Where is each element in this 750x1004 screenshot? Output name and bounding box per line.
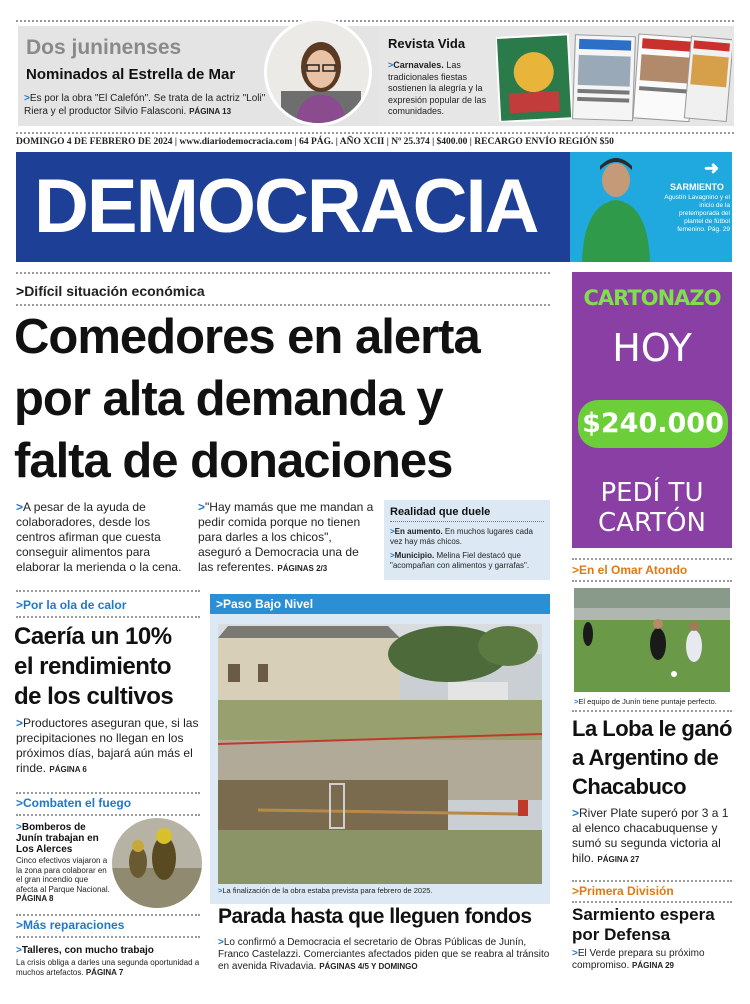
football-photo bbox=[574, 588, 730, 692]
center-headline[interactable]: Parada hasta que lleguen fondos bbox=[218, 905, 532, 928]
teaser-sarmiento-text: Agustín Lavagnino y el inicio de la pretemporada del plantel de fútbol femenino. Pág. 29 bbox=[664, 194, 730, 233]
lead-rule bbox=[16, 272, 550, 274]
center-text: >Lo confirmó a Democracia el secretario de Obras Públicas de Junín, Franco Castelazzi. Comerciantes afectados piden que se reabra al tránsito en avenida Rivadavia. PÁGINAS 4/5 Y DOMINGO bbox=[218, 937, 550, 972]
left-rule-1 bbox=[16, 590, 200, 592]
dateline: DOMINGO 4 DE FEBRERO DE 2024 | www.diariodemocracia.com | 64 PÁG. | AÑO XCII | Nº 25.374 | $400.00 | RECARGO ENVÍO REGIÓN $50 bbox=[16, 137, 614, 147]
top-teaser-left[interactable] bbox=[18, 26, 378, 126]
website-link[interactable]: www.diariodemocracia.com bbox=[179, 137, 293, 147]
left-headline-1[interactable]: Caería un 10% el rendimiento de los cultivos bbox=[14, 623, 174, 710]
lead-sidebox: Realidad que duele >En aumento. En muchos lugares cada vez hay más chicos. >Municipio. Melina Fiel destacó que "acompañan con alimentos y garrafas". bbox=[384, 500, 550, 580]
firefighters-photo bbox=[112, 818, 202, 908]
cartonazo-ad[interactable] bbox=[572, 272, 732, 548]
masthead-logo[interactable]: DEMOCRACIA bbox=[34, 164, 538, 249]
teaser-photo-circle bbox=[264, 18, 372, 126]
left-text-3: La crisis obliga a darles una segunda oportunidad a muchos artefactos. PÁGINA 7 bbox=[16, 958, 200, 977]
left-rule-2 bbox=[16, 616, 200, 618]
ad-today: HOY bbox=[612, 326, 692, 370]
left-text-2: Cinco efectivos viajaron a la zona para colaborar en el gran incendio que afecta al Parque Nacional. PÁGINA 8 bbox=[16, 856, 110, 903]
ad-cta-2: CARTÓN bbox=[598, 508, 706, 538]
center-kicker-bar: >Paso Bajo Nivel bbox=[210, 594, 550, 614]
left-text-1: >Productores aseguran que, si las precipitaciones no llegan en los próximos días, bajará aún más el rinde. PÁGINA 6 bbox=[16, 716, 199, 775]
teaser-text: >Es por la obra "El Calefón". Se trata de la actriz "Loli" Riera y el productor Silvio Falasconi. PÁGINA 13 bbox=[24, 93, 266, 117]
right-text-2: >El Verde prepara su próximo compromiso. PÁGINA 29 bbox=[572, 948, 705, 971]
revista-text: >Carnavales. Las tradicionales fiestas sostienen la alegría y la expresión popular de las comunidades. bbox=[388, 60, 487, 116]
left-kicker-2: >Combaten el fuego bbox=[16, 796, 132, 810]
player-photo-icon bbox=[570, 152, 660, 262]
left-kicker-3: >Más reparaciones bbox=[16, 918, 125, 932]
left-rule-6 bbox=[16, 936, 200, 938]
top-teaser-right[interactable] bbox=[378, 26, 734, 126]
magazine-covers bbox=[496, 32, 732, 122]
center-photo-caption: >La finalización de la obra estaba prevista para febrero de 2025. bbox=[218, 886, 433, 895]
left-headline-2[interactable]: >Bomberos de Junín trabajan en Los Alerces bbox=[16, 822, 99, 855]
right-rule-4 bbox=[572, 880, 732, 882]
lead-column-2: >"Hay mamás que me mandan a pedir comida porque no tienen para darles a los chicos", aseguró a Democracia una de las referentes. PÁGINAS 2/3 bbox=[198, 500, 374, 574]
construction-photo bbox=[218, 624, 542, 884]
masthead-teaser[interactable] bbox=[570, 152, 732, 262]
left-rule-5 bbox=[16, 914, 200, 916]
revista-title: Revista Vida bbox=[388, 36, 466, 51]
lead-kicker: >Difícil situación económica bbox=[16, 283, 205, 299]
woman-portrait-icon bbox=[267, 21, 372, 126]
dateline-rule-top bbox=[16, 132, 734, 134]
right-rule-1 bbox=[572, 558, 732, 560]
lead-column-1: >A pesar de la ayuda de colaboradores, desde los centros afirman que cuesta conseguir alimentos para elaborar la merienda o la cena. bbox=[16, 500, 182, 574]
date: DOMINGO 4 DE FEBRERO DE 2024 bbox=[16, 137, 173, 147]
left-rule-4 bbox=[16, 814, 200, 816]
ad-amount: $240.000 bbox=[578, 400, 728, 448]
right-headline-2[interactable]: Sarmiento espera por Defensa bbox=[572, 905, 715, 944]
right-kicker-2: >Primera División bbox=[572, 884, 674, 898]
football-caption: >El equipo de Junín tiene puntaje perfecto. bbox=[574, 697, 717, 706]
teaser-title: Dos juninenses bbox=[26, 36, 182, 59]
price: $400.00 bbox=[436, 137, 468, 147]
teaser-subtitle: Nominados al Estrella de Mar bbox=[26, 66, 236, 83]
right-rule-3 bbox=[572, 710, 732, 712]
right-rule-2 bbox=[572, 580, 732, 582]
left-headline-3[interactable]: >Talleres, con mucho trabajo bbox=[16, 945, 154, 956]
teaser-sarmiento-title: SARMIENTO bbox=[670, 182, 724, 192]
right-headline-1[interactable]: La Loba le ganó a Argentino de Chacabuco bbox=[572, 716, 732, 799]
sidebox-title: Realidad que duele bbox=[390, 506, 544, 522]
ad-brand: CARTONAZO bbox=[583, 286, 721, 310]
top-dotted-line bbox=[16, 20, 734, 22]
ad-cta-1: PEDÍ TU bbox=[600, 478, 704, 508]
right-rule-5 bbox=[572, 901, 732, 903]
right-kicker-1: >En el Omar Atondo bbox=[572, 563, 688, 577]
left-kicker-1: >Por la ola de calor bbox=[16, 598, 127, 612]
arrow-right-icon[interactable]: ➜ bbox=[704, 158, 720, 178]
left-rule-3 bbox=[16, 792, 200, 794]
right-text-1: >River Plate superó por 3 a 1 al elenco chacabuquense y sumó su segunda victoria al hilo. PÁGINA 27 bbox=[572, 806, 729, 865]
lead-headline[interactable]: Comedores en alerta por alta demanda y falta de donaciones bbox=[14, 310, 480, 488]
